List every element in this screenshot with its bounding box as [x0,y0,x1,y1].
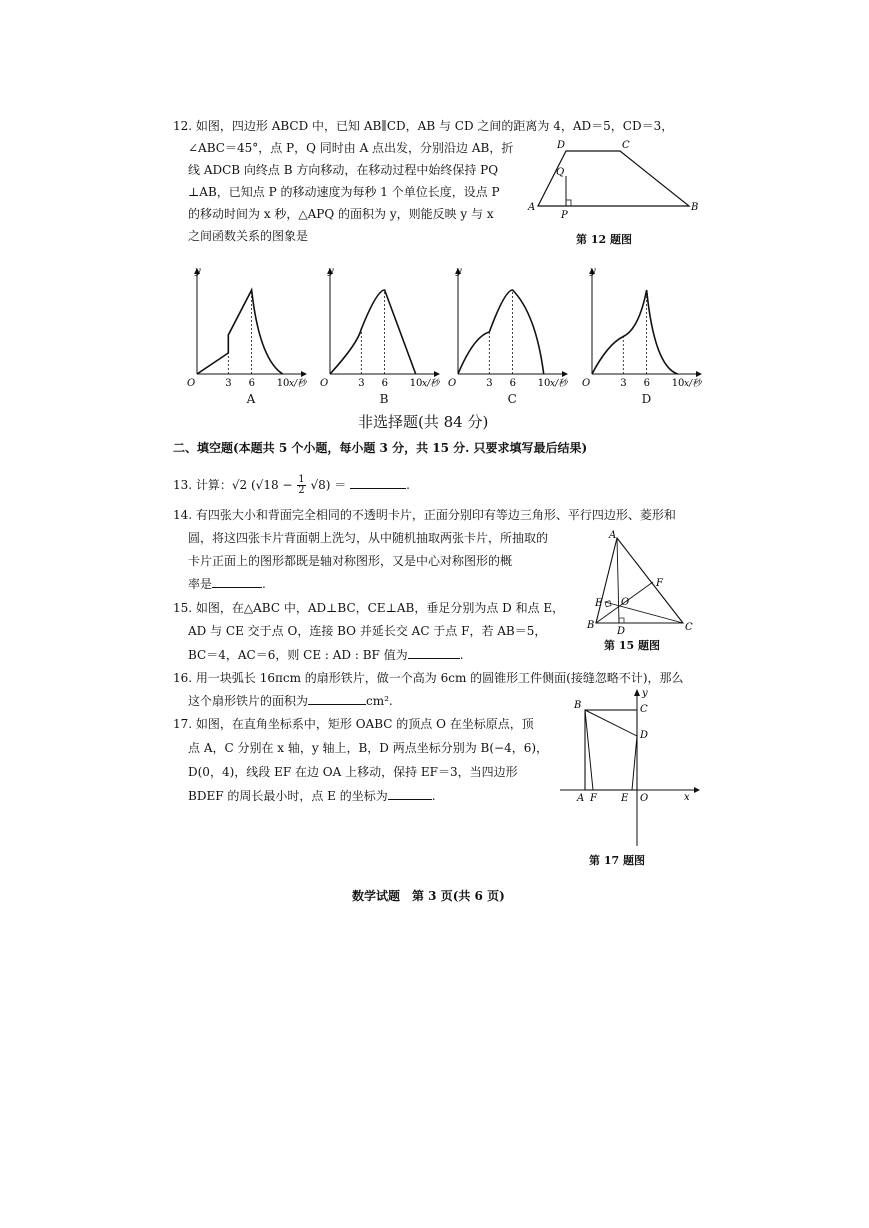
q12-option-graph-c[interactable] [446,266,571,401]
q12-line-2: ∠ABC＝45°，点 P，Q 同时由 A 点出发，分别沿边 AB，折 [188,141,514,155]
x-axis-arrow [301,371,307,377]
q15-label-b: B [587,620,595,631]
tick-3: 3 [225,378,232,389]
q15-label-e: E [595,598,603,609]
y-label: y [456,266,462,277]
q13-end: . [406,478,410,492]
q12-line-1: 12. 如图，四边形 ABCD 中，已知 AB∥CD，AB 与 CD 之间的距离为 4，AD＝5，CD＝3， [173,119,674,133]
q12-label-d: D [557,140,566,151]
q12-option-graph-d[interactable] [580,266,705,401]
q17-line-3: D(0，4)，线段 EF 在边 OA 上移动，保持 EF＝3，当四边形 [188,765,518,779]
section2-header: 二、填空题(本题共 5 个小题，每小题 3 分，共 15 分. 只要求填写最后结果) [173,441,588,455]
q13-text [173,475,410,496]
q17-answer-blank[interactable] [388,799,432,800]
q13-suffix: √8) ＝ [310,478,347,492]
q17-label-a: A [577,793,585,804]
q14-line-1: 14. 有四张大小和背面完全相同的不透明卡片，正面分别印有等边三角形、平行四边形、菱形和 [173,508,676,522]
tick-6: 6 [509,378,516,389]
x-axis-arrow [696,371,702,377]
origin-label: O [320,378,329,389]
q14-line-4-text: 率是 [188,577,213,591]
q12-label-p: P [561,210,568,221]
q13-answer-blank[interactable] [350,488,406,489]
q16-unit: cm². [366,694,393,708]
q17-label-c: C [640,704,648,715]
q13-prefix: 13. 计算：√2 (√18 − [173,478,293,492]
tick-10: 10 [537,378,551,389]
q12-trapezoid-figure [525,138,705,221]
tick-10: 10 [276,378,290,389]
q12-label-c: C [622,140,630,151]
q12-line-6: 之间函数关系的图象是 [188,229,309,243]
q12-line-5: 的移动时间为 x 秒，△APQ 的面积为 y，则能反映 y 与 x [188,207,494,221]
x-label: x/秒 [550,379,568,389]
tick-6: 6 [381,378,388,389]
page-footer: 数学试题 第 3 页(共 6 页) [352,889,505,903]
q17-label-f: F [590,793,597,804]
y-label: y [328,266,334,277]
tick-3: 3 [358,378,365,389]
q12-label-b: B [691,202,699,213]
q17-label-b: B [574,700,582,711]
q15-answer-blank[interactable] [408,658,460,659]
q14-line-3: 卡片正面上的图形都既是轴对称图形，又是中心对称图形的概 [188,554,513,568]
tick-10: 10 [409,378,423,389]
q17-label-e: E [621,793,629,804]
q14-line-4 [188,576,266,592]
q12-option-graph-a[interactable] [185,266,310,401]
q16-line-1: 16. 用一块弧长 16πcm 的扇形铁片，做一个高为 6cm 的圆锥形工件侧面(接缝忽略不计)，那么 [173,671,684,685]
q15-line-1: 15. 如图，在△ABC 中，AD⊥BC，CE⊥AB，垂足分别为点 D 和点 E， [173,601,565,615]
q15-label-f: F [656,578,663,589]
q12-figure-caption: 第 12 题图 [576,233,632,246]
q15-line-3 [188,647,464,663]
x-axis-arrow [434,371,440,377]
x-axis-arrow [562,371,568,377]
q16-line-2 [188,693,393,709]
q12-option-label-d: D [641,392,652,406]
y-label: y [195,266,201,277]
q12-option-graph-b[interactable] [318,266,443,401]
q14-answer-blank[interactable] [212,587,262,588]
x-label: x/秒 [289,379,307,389]
q17-label-o: O [640,793,649,804]
q17-line-4-text: BDEF 的周长最小时，点 E 的坐标为 [188,789,388,803]
curve [592,290,678,374]
q17-label-x: x [684,792,690,803]
curve [197,290,283,374]
q12-option-label-c: C [507,392,517,406]
q16-line-2-text: 这个扇形铁片的面积为 [188,694,309,708]
q12-option-label-b: B [379,392,389,406]
q12-label-q: Q [556,167,565,178]
tick-6: 6 [643,378,650,389]
origin-label: O [448,378,457,389]
q13-frac-den: 2 [298,485,305,496]
tick-10: 10 [671,378,685,389]
q13-frac-num: 1 [298,474,305,485]
origin-label: O [187,378,196,389]
tick-3: 3 [620,378,627,389]
q17-end: . [431,789,436,803]
q12-option-label-a: A [246,392,256,406]
q16-answer-blank[interactable] [308,704,366,705]
tick-6: 6 [248,378,255,389]
curve [458,290,544,374]
q15-end: . [459,648,464,662]
q15-label-o: O [621,597,630,608]
q17-line-4 [188,788,436,804]
q15-triangle-figure [583,530,703,637]
q13-fraction [297,475,305,496]
q15-label-d: D [617,626,626,637]
q14-end: . [262,577,266,591]
q17-label-y: y [642,688,648,699]
y-label: y [590,266,596,277]
x-label: x/秒 [684,379,702,389]
q12-line-4: ⊥AB，已知点 P 的移动速度为每秒 1 个单位长度，设点 P [188,185,500,199]
q15-figure-caption: 第 15 题图 [604,639,660,652]
q15-line-2: AD 与 CE 交于点 O，连接 BO 并延长交 AC 于点 F，若 AB＝5， [188,624,547,638]
q12-label-a: A [528,202,536,213]
tick-3: 3 [486,378,493,389]
section-title: 非选择题(共 84 分) [358,413,489,431]
q17-line-2: 点 A，C 分别在 x 轴，y 轴上，B，D 两点坐标分别为 B(−4，6)， [188,741,549,755]
q15-line-3-text: BC＝4，AC＝6，则 CE : AD : BF 值为 [188,648,408,662]
q17-label-d: D [640,730,649,741]
q17-line-1: 17. 如图，在直角坐标系中，矩形 OABC 的顶点 O 在坐标原点，顶 [173,717,534,731]
q17-figure-caption: 第 17 题图 [589,854,645,867]
q17-coordinate-figure [560,688,710,848]
origin-label: O [582,378,591,389]
curve [330,290,416,374]
q12-line-3: 线 ADCB 向终点 B 方向移动，在移动过程中始终保持 PQ [188,163,499,177]
x-label: x/秒 [422,379,440,389]
q14-line-2: 圆，将这四张卡片背面朝上洗匀，从中随机抽取两张卡片，所抽取的 [188,531,549,545]
q15-label-c: C [685,622,693,633]
q15-label-a: A [609,530,617,541]
